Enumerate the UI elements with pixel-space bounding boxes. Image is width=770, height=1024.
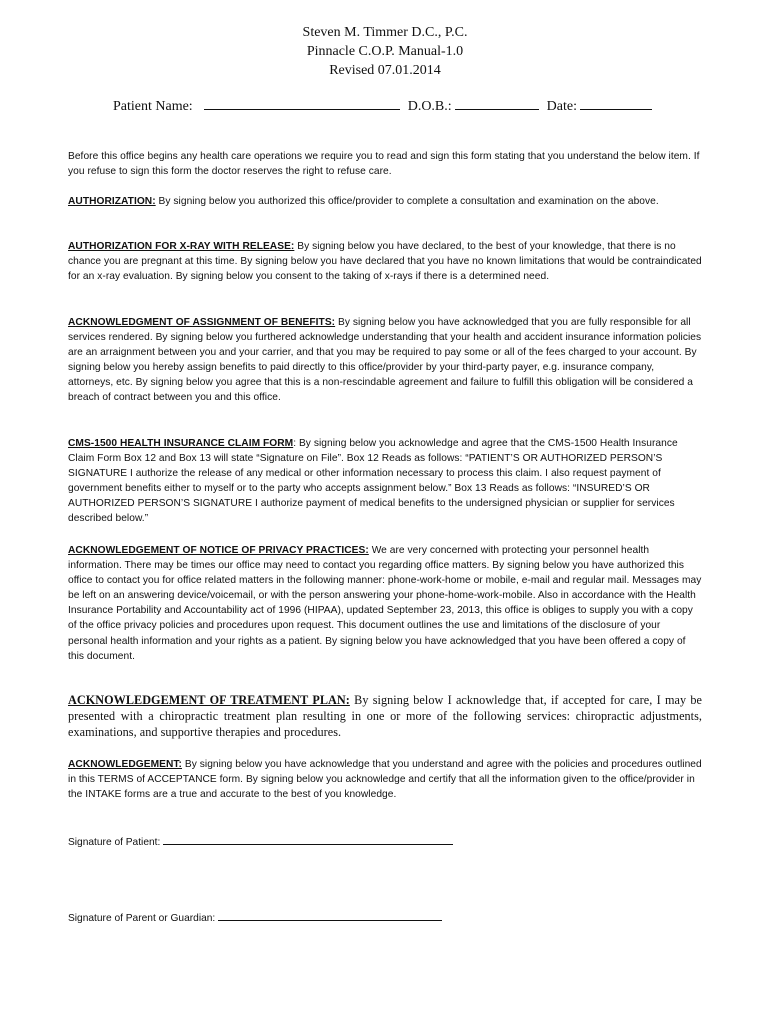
patient-name-label: Patient Name: [113,99,193,114]
patient-name-field[interactable] [204,97,400,110]
practice-name: Steven M. Timmer D.C., P.C. [302,25,468,40]
section-assignment-of-benefits [68,315,702,406]
patient-signature-field[interactable] [163,834,453,845]
guardian-signature-row [68,910,442,926]
section-text: We are very concerned with protecting your personnel health information. There may be times our office may need to contact you regarding office matters. By signing below you have authorized this office to contact you for office related matters in the following manner: phone-work-home or mobile, e-mail and regular mail. Messages may be left on an answering device/voicemail, or with the person answering your phone-home-work-mobile. Also in accordance with the Health Insurance Portability and Accountability act of 1996 (HIPAA), updated September 23, 2013, this office is obliges to supply you with a copy of the office privacy policies and procedures upon request. This document outlines the use and limitations of the disclosure of your personal health information and your rights as a patient. By signing below you have acknowledged that you have been offered a copy of this document. [68,545,702,662]
section-treatment-plan [68,693,702,740]
date-label: Date: [546,99,577,114]
section-cms-1500 [68,436,702,527]
patient-info-row [113,97,673,116]
guardian-signature-field[interactable] [218,910,442,921]
patient-signature-label: Signature of Patient: [68,837,161,848]
section-acknowledgement [68,757,702,802]
revision-date: Revised 07.01.2014 [329,63,441,78]
section-heading: ACKNOWLEDGEMENT OF NOTICE OF PRIVACY PRACTICES: [68,545,369,556]
dob-label: D.O.B.: [407,99,452,114]
section-privacy-practices [68,543,702,664]
section-heading: AUTHORIZATION FOR X-RAY WITH RELEASE: [68,241,295,252]
dob-field[interactable] [455,97,539,110]
section-heading: ACKNOWLEDGEMENT: [68,759,182,770]
section-heading: CMS-1500 HEALTH INSURANCE CLAIM FORM [68,438,294,449]
date-field[interactable] [580,97,652,110]
section-authorization [68,194,702,209]
manual-title: Pinnacle C.O.P. Manual-1.0 [306,44,464,59]
intro-paragraph: Before this office begins any health care operations we require you to read and sign this form stating that you understand the below item. If you refuse to sign this form the doctor reserves the right to refuse care. [68,151,700,178]
section-heading: ACKNOWLEDGMENT OF ASSIGNMENT OF BENEFITS: [68,317,336,328]
section-text: By signing below you have acknowledged that you are fully responsible for all services rendered. By signing below you furthered acknowledge understanding that your health and accident insurance information policies are an arraignment between you and your carrier, and that you may be required to pay some or all of the fees charged to your account. By signing below you hereby assign benefits to paid directly to this office/provider by your third-party payer, e.g. insurance company, attorneys, etc. By signing below you agree that this is a non-rescindable agreement and failure to fulfill this obligation will be considered a breach of contract between you and this office. [68,317,702,404]
section-text: By signing below you have declared, to the best of your knowledge, that there is no chance you are pregnant at this time. By signing below you have declared that you have no known limitations that would be contraindicated for an x-ray evaluation. By signing below you consent to the taking of x-rays if there is a determined need. [68,241,702,283]
section-heading: AUTHORIZATION: [68,196,156,207]
guardian-signature-label: Signature of Parent or Guardian: [68,913,216,924]
section-heading: ACKNOWLEDGEMENT OF TREATMENT PLAN: [68,693,350,707]
section-xray-release [68,239,702,284]
section-text: By signing below you authorized this office/provider to complete a consultation and examination on the above. [155,196,659,207]
section-text: By signing below you have acknowledge that you understand and agree with the policies and procedures outlined in this TERMS of ACCEPTANCE form. By signing below you acknowledge and certify that all the information given to the office/provider in the INTAKE forms are a true and accurate to the best of you knowledge. [68,759,702,801]
patient-signature-row [68,834,453,850]
section-text: By signing below I acknowledge that, if accepted for care, I may be presented with a chiropractic treatment plan resulting in one or more of the following services: chiropractic adjustments, examinations, and supportive therapies and procedures. [68,693,702,739]
section-text: : By signing below you acknowledge and agree that the CMS-1500 Health Insurance Claim Form Box 12 and Box 13 will state “Signature on File”. Box 12 Reads as follows: “PATIENT’S OR AUTHORIZED PERSON’S SIGNATURE I authorize the release of any medical or other information necessary to process this claim. I also request payment of government benefits either to myself or to the party who accepts assignment below.” Box 13 Reads as follows: “INSURED’S OR AUTHORIZED PERSON’S SIGNATURE I authorize payment of medical benefits to the undersigned physician or supplier for services described below.” [68,438,678,525]
